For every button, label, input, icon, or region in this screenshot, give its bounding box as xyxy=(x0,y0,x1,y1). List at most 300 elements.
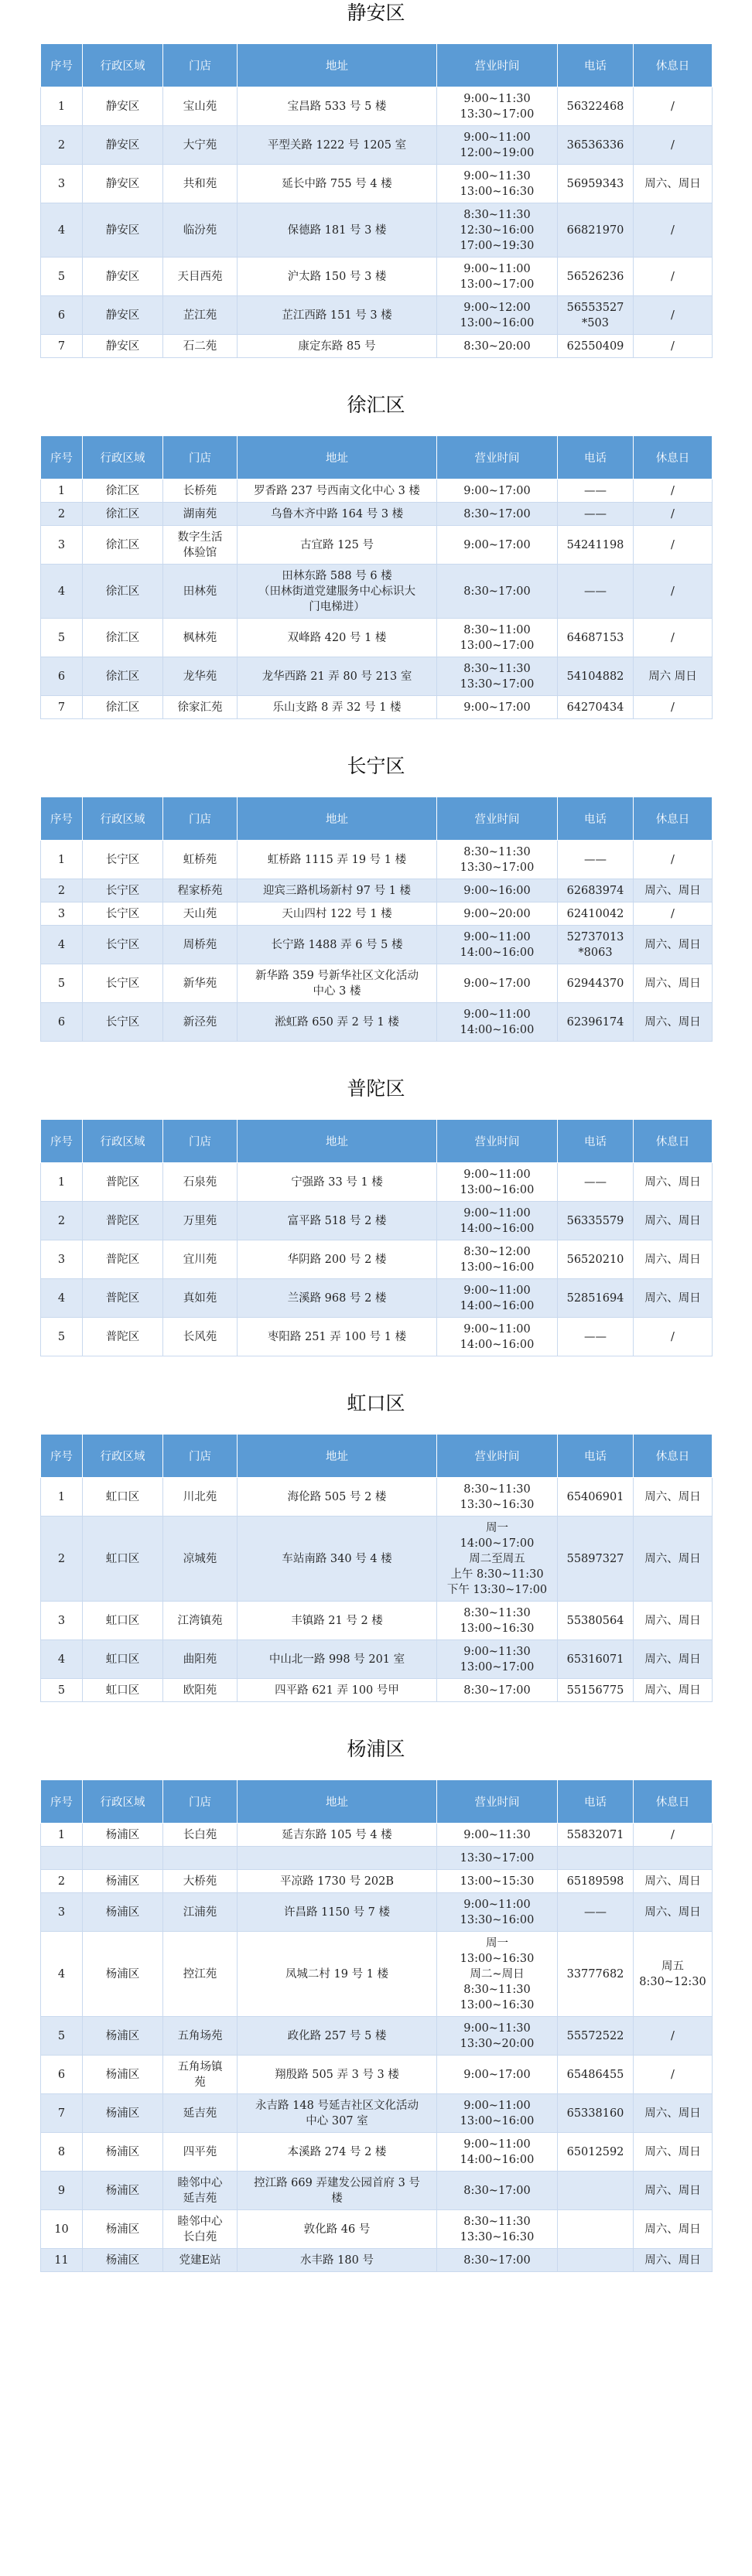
cell-address: 海伦路 505 号 2 楼 xyxy=(238,1478,437,1517)
cell-address xyxy=(238,1847,437,1870)
table-header-row xyxy=(41,1120,713,1163)
cell-no: 5 xyxy=(41,619,83,657)
cell-store: 江湾镇苑 xyxy=(163,1602,238,1640)
table-row xyxy=(41,1318,713,1356)
cell-address: 本溪路 274 号 2 楼 xyxy=(238,2133,437,2172)
cell-district: 普陀区 xyxy=(83,1279,163,1318)
cell-phone: 55832071 xyxy=(558,1824,634,1847)
cell-store: 临汾苑 xyxy=(163,203,238,258)
cell-phone: 64270434 xyxy=(558,696,634,719)
table-row xyxy=(41,87,713,126)
cell-address: 迎宾三路机场新村 97 号 1 楼 xyxy=(238,879,437,902)
cell-phone xyxy=(558,2210,634,2249)
column-header: 地址 xyxy=(238,1120,437,1163)
cell-rest-day: 周六、周日 xyxy=(634,1679,713,1702)
column-header: 营业时间 xyxy=(437,436,558,479)
cell-hours: 9:00~17:00 xyxy=(437,2056,558,2094)
cell-no: 2 xyxy=(41,1870,83,1893)
column-header: 地址 xyxy=(238,436,437,479)
cell-phone: 64687153 xyxy=(558,619,634,657)
cell-no: 5 xyxy=(41,964,83,1003)
cell-hours: 9:00~11:30 13:00~16:30 xyxy=(437,165,558,203)
district-title: 普陀区 xyxy=(347,1077,405,1100)
cell-no: 3 xyxy=(41,526,83,565)
cell-rest-day: / xyxy=(634,1318,713,1356)
cell-phone: 62550409 xyxy=(558,335,634,358)
cell-phone: 56322468 xyxy=(558,87,634,126)
cell-district: 徐汇区 xyxy=(83,503,163,526)
table-row xyxy=(41,2210,713,2249)
column-header: 营业时间 xyxy=(437,1435,558,1478)
column-header: 休息日 xyxy=(634,1780,713,1824)
cell-store: 芷江苑 xyxy=(163,296,238,335)
cell-district: 静安区 xyxy=(83,203,163,258)
cell-district: 杨浦区 xyxy=(83,2133,163,2172)
cell-phone: 55380564 xyxy=(558,1602,634,1640)
cell-district: 普陀区 xyxy=(83,1163,163,1202)
cell-rest-day: 周六、周日 xyxy=(634,2249,713,2272)
column-header: 地址 xyxy=(238,44,437,87)
cell-store: 党建E站 xyxy=(163,2249,238,2272)
cell-district: 虹口区 xyxy=(83,1478,163,1517)
cell-district: 普陀区 xyxy=(83,1240,163,1279)
cell-store: 延吉苑 xyxy=(163,2094,238,2133)
column-header: 门店 xyxy=(163,797,238,841)
cell-rest-day: 周六、周日 xyxy=(634,1870,713,1893)
cell-phone: 65486455 xyxy=(558,2056,634,2094)
cell-address: 长宁路 1488 弄 6 号 5 楼 xyxy=(238,926,437,964)
table-row xyxy=(41,479,713,503)
cell-hours: 8:30~11:30 13:30~16:30 xyxy=(437,2210,558,2249)
cell-address: 田林东路 588 号 6 楼 （田林街道党建服务中心标识大 门电梯进） xyxy=(238,565,437,619)
cell-hours: 9:00~11:00 13:30~16:00 xyxy=(437,1893,558,1932)
cell-no: 1 xyxy=(41,841,83,879)
cell-rest-day: / xyxy=(634,2056,713,2094)
column-header: 行政区域 xyxy=(83,44,163,87)
cell-district: 普陀区 xyxy=(83,1202,163,1240)
cell-hours: 8:30~11:30 13:30~17:00 xyxy=(437,841,558,879)
cell-hours: 8:30~11:30 13:30~17:00 xyxy=(437,657,558,696)
cell-no: 1 xyxy=(41,1824,83,1847)
cell-no: 4 xyxy=(41,203,83,258)
cell-phone: 55572522 xyxy=(558,2017,634,2056)
cell-hours: 周一 14:00~17:00 周二至周五 上午 8:30~11:30 下午 13:30~17:00 xyxy=(437,1517,558,1602)
column-header: 门店 xyxy=(163,1120,238,1163)
cell-district: 杨浦区 xyxy=(83,1893,163,1932)
column-header: 行政区域 xyxy=(83,1435,163,1478)
cell-no: 5 xyxy=(41,2017,83,2056)
table-row xyxy=(41,964,713,1003)
column-header: 序号 xyxy=(41,797,83,841)
cell-no: 2 xyxy=(41,126,83,165)
cell-rest-day: / xyxy=(634,258,713,296)
column-header: 休息日 xyxy=(634,1120,713,1163)
table-row xyxy=(41,1202,713,1240)
cell-store: 田林苑 xyxy=(163,565,238,619)
table-row xyxy=(41,902,713,926)
cell-store: 数字生活 体验馆 xyxy=(163,526,238,565)
cell-address: 凤城二村 19 号 1 楼 xyxy=(238,1932,437,2017)
cell-rest-day: / xyxy=(634,841,713,879)
cell-address: 平凉路 1730 号 202B xyxy=(238,1870,437,1893)
store-table xyxy=(40,435,713,719)
cell-hours: 9:00~17:00 xyxy=(437,479,558,503)
cell-store: 长桥苑 xyxy=(163,479,238,503)
cell-no: 11 xyxy=(41,2249,83,2272)
cell-address: 平型关路 1222 号 1205 室 xyxy=(238,126,437,165)
table-row xyxy=(41,1602,713,1640)
table-row xyxy=(41,2133,713,2172)
cell-address: 乌鲁木齐中路 164 号 3 楼 xyxy=(238,503,437,526)
cell-address: 延长中路 755 号 4 楼 xyxy=(238,165,437,203)
cell-store: 大桥苑 xyxy=(163,1870,238,1893)
cell-no: 4 xyxy=(41,926,83,964)
cell-phone: 54241198 xyxy=(558,526,634,565)
table-row xyxy=(41,926,713,964)
cell-district: 长宁区 xyxy=(83,926,163,964)
cell-store: 天目西苑 xyxy=(163,258,238,296)
district-section xyxy=(0,755,752,1077)
cell-no: 2 xyxy=(41,503,83,526)
table-row xyxy=(41,1932,713,2017)
table-row xyxy=(41,1893,713,1932)
cell-no: 2 xyxy=(41,1517,83,1602)
table-row xyxy=(41,2017,713,2056)
column-header: 营业时间 xyxy=(437,1120,558,1163)
column-header: 电话 xyxy=(558,1780,634,1824)
cell-hours: 9:00~11:00 12:00~19:00 xyxy=(437,126,558,165)
cell-phone: 56335579 xyxy=(558,1202,634,1240)
table-row xyxy=(41,2094,713,2133)
cell-hours: 9:00~11:00 14:00~16:00 xyxy=(437,2133,558,2172)
cell-address: 天山四村 122 号 1 楼 xyxy=(238,902,437,926)
cell-rest-day: / xyxy=(634,87,713,126)
district-section xyxy=(0,1738,752,2272)
district-title: 徐汇区 xyxy=(347,394,405,416)
cell-no: 7 xyxy=(41,335,83,358)
cell-no: 1 xyxy=(41,1478,83,1517)
cell-district: 长宁区 xyxy=(83,879,163,902)
cell-district: 杨浦区 xyxy=(83,1870,163,1893)
table-row xyxy=(41,503,713,526)
column-header: 地址 xyxy=(238,797,437,841)
cell-district: 杨浦区 xyxy=(83,2210,163,2249)
cell-district: 虹口区 xyxy=(83,1602,163,1640)
cell-store: 凉城苑 xyxy=(163,1517,238,1602)
cell-phone xyxy=(558,1847,634,1870)
cell-no: 2 xyxy=(41,1202,83,1240)
cell-rest-day: 周六、周日 xyxy=(634,1478,713,1517)
cell-phone: —— xyxy=(558,503,634,526)
cell-no: 5 xyxy=(41,258,83,296)
cell-hours: 13:30~17:00 xyxy=(437,1847,558,1870)
cell-store: 天山苑 xyxy=(163,902,238,926)
cell-address: 四平路 621 弄 100 号甲 xyxy=(238,1679,437,1702)
cell-district: 虹口区 xyxy=(83,1679,163,1702)
cell-store: 江浦苑 xyxy=(163,1893,238,1932)
cell-district: 静安区 xyxy=(83,165,163,203)
cell-rest-day: / xyxy=(634,902,713,926)
cell-hours: 9:00~16:00 xyxy=(437,879,558,902)
cell-rest-day: 周六、周日 xyxy=(634,1240,713,1279)
cell-rest-day: 周五 8:30~12:30 xyxy=(634,1932,713,2017)
table-header-row xyxy=(41,436,713,479)
cell-no: 9 xyxy=(41,2172,83,2210)
cell-no: 7 xyxy=(41,2094,83,2133)
table-row xyxy=(41,296,713,335)
column-header: 休息日 xyxy=(634,1435,713,1478)
column-header: 行政区域 xyxy=(83,1120,163,1163)
cell-hours: 13:00~15:30 xyxy=(437,1870,558,1893)
column-header: 门店 xyxy=(163,1435,238,1478)
cell-address: 富平路 518 号 2 楼 xyxy=(238,1202,437,1240)
cell-rest-day: / xyxy=(634,2017,713,2056)
cell-no: 3 xyxy=(41,1240,83,1279)
district-title: 杨浦区 xyxy=(347,1738,405,1760)
cell-address: 枣阳路 251 弄 100 号 1 楼 xyxy=(238,1318,437,1356)
cell-rest-day: / xyxy=(634,696,713,719)
table-row xyxy=(41,1847,713,1870)
store-table xyxy=(40,43,713,358)
table-header-row xyxy=(41,1780,713,1824)
column-header: 休息日 xyxy=(634,797,713,841)
column-header: 序号 xyxy=(41,1435,83,1478)
cell-district: 虹口区 xyxy=(83,1517,163,1602)
table-row xyxy=(41,1640,713,1679)
cell-hours: 9:00~17:00 xyxy=(437,526,558,565)
cell-rest-day: 周六、周日 xyxy=(634,2210,713,2249)
column-header: 序号 xyxy=(41,1780,83,1824)
cell-rest-day: 周六、周日 xyxy=(634,879,713,902)
table-row xyxy=(41,335,713,358)
cell-address: 翔殷路 505 弄 3 号 3 楼 xyxy=(238,2056,437,2094)
cell-address: 康定东路 85 号 xyxy=(238,335,437,358)
cell-no: 1 xyxy=(41,479,83,503)
cell-phone: 55897327 xyxy=(558,1517,634,1602)
cell-rest-day: 周六、周日 xyxy=(634,964,713,1003)
cell-store: 四平苑 xyxy=(163,2133,238,2172)
cell-rest-day: 周六 周日 xyxy=(634,657,713,696)
cell-district: 普陀区 xyxy=(83,1318,163,1356)
cell-district: 杨浦区 xyxy=(83,2056,163,2094)
cell-address: 许昌路 1150 号 7 楼 xyxy=(238,1893,437,1932)
cell-district: 长宁区 xyxy=(83,902,163,926)
table-row xyxy=(41,126,713,165)
cell-district: 徐汇区 xyxy=(83,479,163,503)
cell-address: 新华路 359 号新华社区文化活动 中心 3 楼 xyxy=(238,964,437,1003)
cell-rest-day: 周六、周日 xyxy=(634,2094,713,2133)
table-row xyxy=(41,1240,713,1279)
cell-hours: 8:30~20:00 xyxy=(437,335,558,358)
cell-phone: 55156775 xyxy=(558,1679,634,1702)
cell-address: 政化路 257 号 5 楼 xyxy=(238,2017,437,2056)
cell-rest-day: / xyxy=(634,503,713,526)
cell-rest-day: / xyxy=(634,565,713,619)
store-table xyxy=(40,1119,713,1356)
table-row xyxy=(41,1517,713,1602)
cell-hours: 9:00~11:00 13:00~16:00 xyxy=(437,2094,558,2133)
cell-hours: 9:00~17:00 xyxy=(437,964,558,1003)
cell-phone: 56959343 xyxy=(558,165,634,203)
cell-store: 石泉苑 xyxy=(163,1163,238,1202)
cell-district: 徐汇区 xyxy=(83,657,163,696)
table-row xyxy=(41,696,713,719)
cell-store: 曲阳苑 xyxy=(163,1640,238,1679)
cell-rest-day: 周六、周日 xyxy=(634,1163,713,1202)
cell-hours: 9:00~11:30 13:30~20:00 xyxy=(437,2017,558,2056)
cell-address: 宁强路 33 号 1 楼 xyxy=(238,1163,437,1202)
cell-rest-day: 周六、周日 xyxy=(634,2172,713,2210)
cell-hours: 8:30~11:30 13:00~16:30 xyxy=(437,1602,558,1640)
cell-store: 睦邻中心 长白苑 xyxy=(163,2210,238,2249)
cell-no: 3 xyxy=(41,1893,83,1932)
cell-store: 万里苑 xyxy=(163,1202,238,1240)
cell-district: 徐汇区 xyxy=(83,696,163,719)
column-header: 电话 xyxy=(558,797,634,841)
cell-phone: —— xyxy=(558,841,634,879)
column-header: 序号 xyxy=(41,436,83,479)
table-row xyxy=(41,2056,713,2094)
cell-address: 延吉东路 105 号 4 楼 xyxy=(238,1824,437,1847)
district-section xyxy=(0,2,752,394)
cell-hours: 9:00~11:30 xyxy=(437,1824,558,1847)
store-table xyxy=(40,797,713,1042)
column-header: 序号 xyxy=(41,1120,83,1163)
table-row xyxy=(41,879,713,902)
cell-rest-day: / xyxy=(634,126,713,165)
district-title: 虹口区 xyxy=(347,1392,405,1414)
store-table xyxy=(40,1779,713,2272)
table-row xyxy=(41,526,713,565)
cell-hours: 9:00~11:00 14:00~16:00 xyxy=(437,1279,558,1318)
cell-store: 五角场苑 xyxy=(163,2017,238,2056)
cell-district: 静安区 xyxy=(83,296,163,335)
cell-phone: 65406901 xyxy=(558,1478,634,1517)
cell-hours: 8:30~11:30 12:30~16:00 17:00~19:30 xyxy=(437,203,558,258)
cell-phone: 54104882 xyxy=(558,657,634,696)
district-title: 静安区 xyxy=(347,2,405,24)
cell-district: 杨浦区 xyxy=(83,2017,163,2056)
cell-address: 丰镇路 21 号 2 楼 xyxy=(238,1602,437,1640)
cell-phone: 52737013 *8063 xyxy=(558,926,634,964)
column-header: 序号 xyxy=(41,44,83,87)
cell-no: 4 xyxy=(41,1932,83,2017)
cell-store: 宜川苑 xyxy=(163,1240,238,1279)
cell-phone xyxy=(558,2172,634,2210)
cell-district: 杨浦区 xyxy=(83,2094,163,2133)
table-row xyxy=(41,1478,713,1517)
cell-rest-day: 周六、周日 xyxy=(634,1517,713,1602)
cell-address: 沪太路 150 号 3 楼 xyxy=(238,258,437,296)
cell-hours: 8:30~17:00 xyxy=(437,1679,558,1702)
cell-store: 宝山苑 xyxy=(163,87,238,126)
cell-rest-day: 周六、周日 xyxy=(634,2133,713,2172)
cell-phone: 36536336 xyxy=(558,126,634,165)
cell-address: 兰溪路 968 号 2 楼 xyxy=(238,1279,437,1318)
cell-phone: —— xyxy=(558,479,634,503)
cell-phone xyxy=(558,2249,634,2272)
cell-hours: 9:00~11:30 13:30~17:00 xyxy=(437,87,558,126)
cell-store: 欧阳苑 xyxy=(163,1679,238,1702)
cell-rest-day: 周六、周日 xyxy=(634,1279,713,1318)
column-header: 门店 xyxy=(163,1780,238,1824)
district-section xyxy=(0,1392,752,1738)
cell-store: 五角场镇 苑 xyxy=(163,2056,238,2094)
table-row xyxy=(41,1679,713,1702)
cell-no: 3 xyxy=(41,1602,83,1640)
cell-address: 水丰路 180 号 xyxy=(238,2249,437,2272)
cell-no: 3 xyxy=(41,902,83,926)
cell-no: 4 xyxy=(41,1279,83,1318)
column-header: 地址 xyxy=(238,1435,437,1478)
cell-address: 淞虹路 650 弄 2 号 1 楼 xyxy=(238,1003,437,1042)
cell-district: 徐汇区 xyxy=(83,526,163,565)
cell-phone: 62683974 xyxy=(558,879,634,902)
column-header: 营业时间 xyxy=(437,797,558,841)
column-header: 门店 xyxy=(163,436,238,479)
column-header: 行政区域 xyxy=(83,797,163,841)
cell-address: 控江路 669 弄建发公园首府 3 号 楼 xyxy=(238,2172,437,2210)
cell-store: 周桥苑 xyxy=(163,926,238,964)
table-row xyxy=(41,565,713,619)
cell-district: 长宁区 xyxy=(83,964,163,1003)
cell-rest-day: / xyxy=(634,335,713,358)
cell-store: 程家桥苑 xyxy=(163,879,238,902)
cell-district: 静安区 xyxy=(83,87,163,126)
cell-rest-day: 周六、周日 xyxy=(634,926,713,964)
cell-no: 4 xyxy=(41,1640,83,1679)
cell-store: 虹桥苑 xyxy=(163,841,238,879)
cell-district: 静安区 xyxy=(83,258,163,296)
cell-district: 杨浦区 xyxy=(83,1824,163,1847)
column-header: 电话 xyxy=(558,1435,634,1478)
table-row xyxy=(41,2249,713,2272)
column-header: 行政区域 xyxy=(83,436,163,479)
column-header: 地址 xyxy=(238,1780,437,1824)
cell-rest-day: 周六、周日 xyxy=(634,1893,713,1932)
cell-rest-day: 周六、周日 xyxy=(634,1003,713,1042)
cell-hours: 周一 13:00~16:30 周二~周日 8:30~11:30 13:00~16:30 xyxy=(437,1932,558,2017)
table-row xyxy=(41,1003,713,1042)
cell-hours: 8:30~17:00 xyxy=(437,2249,558,2272)
table-row xyxy=(41,203,713,258)
table-row xyxy=(41,1163,713,1202)
cell-store: 新华苑 xyxy=(163,964,238,1003)
cell-store: 川北苑 xyxy=(163,1478,238,1517)
cell-no: 10 xyxy=(41,2210,83,2249)
cell-no: 4 xyxy=(41,565,83,619)
cell-rest-day: 周六、周日 xyxy=(634,1640,713,1679)
cell-phone: 33777682 xyxy=(558,1932,634,2017)
cell-store: 共和苑 xyxy=(163,165,238,203)
cell-phone: 62944370 xyxy=(558,964,634,1003)
cell-address: 华阴路 200 号 2 楼 xyxy=(238,1240,437,1279)
cell-hours: 9:00~11:30 13:00~17:00 xyxy=(437,1640,558,1679)
cell-district: 杨浦区 xyxy=(83,2249,163,2272)
district-section xyxy=(0,1077,752,1392)
cell-rest-day: / xyxy=(634,526,713,565)
cell-rest-day: / xyxy=(634,203,713,258)
cell-no: 1 xyxy=(41,1163,83,1202)
cell-address: 龙华西路 21 弄 80 号 213 室 xyxy=(238,657,437,696)
cell-hours: 8:30~11:30 13:30~16:30 xyxy=(437,1478,558,1517)
cell-store: 控江苑 xyxy=(163,1932,238,2017)
cell-district: 静安区 xyxy=(83,335,163,358)
cell-hours: 9:00~11:00 14:00~16:00 xyxy=(437,1202,558,1240)
cell-store: 真如苑 xyxy=(163,1279,238,1318)
cell-no: 8 xyxy=(41,2133,83,2172)
column-header: 休息日 xyxy=(634,436,713,479)
